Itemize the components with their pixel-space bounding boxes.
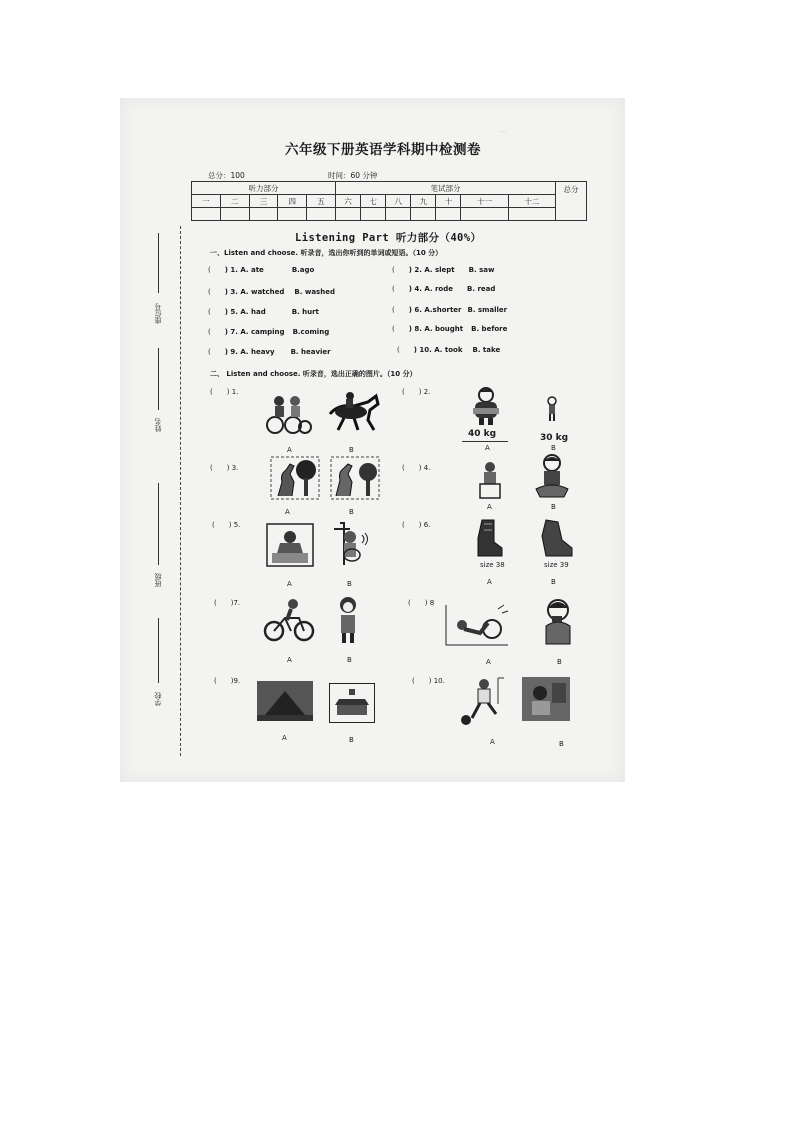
class-line bbox=[158, 483, 159, 565]
score-cell[interactable] bbox=[361, 208, 386, 221]
question-item bbox=[208, 328, 329, 336]
question-number: ) 8 bbox=[424, 599, 435, 607]
question-item bbox=[397, 346, 500, 354]
school-line bbox=[158, 618, 159, 683]
picture-question-4 bbox=[402, 464, 430, 472]
boot-size-38-picture bbox=[474, 518, 504, 558]
option-a: ) 5. A. had bbox=[224, 308, 266, 316]
option-a-label: A bbox=[285, 508, 290, 516]
boy-sitting-on-box-picture bbox=[476, 460, 504, 500]
question-item bbox=[208, 348, 331, 356]
picture-question-1 bbox=[210, 388, 238, 396]
score-cell[interactable] bbox=[220, 208, 249, 221]
option-a-label: A bbox=[287, 446, 292, 454]
score-col: 一 bbox=[192, 195, 221, 208]
option-b: B.coming bbox=[292, 328, 330, 336]
score-cell[interactable] bbox=[249, 208, 278, 221]
score-col: 四 bbox=[278, 195, 307, 208]
boy-eating-picture bbox=[540, 598, 576, 646]
answer-paren[interactable]: ( bbox=[397, 346, 400, 354]
option-b-label: B bbox=[347, 580, 352, 588]
listening-part-title: Listening Part 听力部分（40%） bbox=[295, 232, 482, 244]
falling-off-bike-picture bbox=[444, 603, 510, 647]
total-header: 总分 bbox=[556, 182, 587, 221]
answer-paren[interactable]: ( bbox=[412, 677, 415, 685]
option-a: ) 4. A. rode bbox=[408, 285, 454, 293]
score-col: 三 bbox=[249, 195, 278, 208]
girl-eating-picture bbox=[333, 595, 363, 645]
question-number: )9. bbox=[230, 677, 241, 685]
score-col: 十 bbox=[436, 195, 461, 208]
heavy-boy-picture bbox=[470, 386, 502, 426]
option-b-label: B bbox=[551, 578, 556, 586]
seat-number-label: 座位号 bbox=[154, 303, 162, 324]
camping-tent-picture bbox=[257, 681, 313, 721]
underline bbox=[462, 441, 508, 442]
picture-question-7 bbox=[214, 599, 240, 607]
score-cell[interactable] bbox=[461, 208, 508, 221]
question-item bbox=[392, 325, 507, 333]
total-score-label: 总分：100 bbox=[208, 171, 245, 180]
name-label: 姓名 bbox=[154, 418, 162, 432]
option-b: B. saw bbox=[468, 266, 495, 274]
listening-header: 听力部分 bbox=[192, 182, 336, 195]
option-b: B. smaller bbox=[467, 306, 508, 314]
question-item bbox=[208, 308, 319, 316]
option-b-label: B bbox=[559, 740, 564, 748]
class-label: 班级 bbox=[154, 573, 162, 587]
question-number: ) 1. bbox=[226, 388, 239, 396]
answer-paren[interactable]: ( bbox=[212, 521, 215, 529]
score-cell[interactable] bbox=[436, 208, 461, 221]
answer-paren[interactable]: ( bbox=[392, 306, 395, 314]
answer-paren[interactable]: ( bbox=[210, 388, 213, 396]
answer-paren[interactable]: ( bbox=[402, 521, 405, 529]
picture-question-5 bbox=[212, 521, 240, 529]
picture-question-6 bbox=[402, 521, 430, 529]
score-cell[interactable] bbox=[278, 208, 307, 221]
picture-question-3 bbox=[210, 464, 238, 472]
score-col: 二 bbox=[220, 195, 249, 208]
question-item bbox=[208, 266, 314, 274]
score-table bbox=[191, 181, 587, 221]
score-col: 五 bbox=[307, 195, 336, 208]
score-cell[interactable] bbox=[192, 208, 221, 221]
written-header: 笔试部分 bbox=[336, 182, 556, 195]
score-col: 八 bbox=[386, 195, 411, 208]
option-a-label: A bbox=[486, 658, 491, 666]
dinosaur-with-tree-picture bbox=[330, 456, 380, 500]
name-line bbox=[158, 348, 159, 410]
answer-paren[interactable]: ( bbox=[208, 328, 211, 336]
option-b: B. heavier bbox=[290, 348, 331, 356]
boy-playing-picture bbox=[532, 453, 572, 499]
bleed-through-text: … bbox=[500, 126, 507, 134]
option-a-label: A bbox=[487, 578, 492, 586]
option-a-label: A bbox=[490, 738, 495, 746]
binding-dashed-line bbox=[180, 226, 181, 756]
riding-horse-picture bbox=[324, 390, 382, 434]
question-item bbox=[392, 266, 494, 274]
shoe-size-39-picture bbox=[540, 518, 574, 558]
score-cell[interactable] bbox=[508, 208, 555, 221]
option-a: ) 7. A. camping bbox=[224, 328, 285, 336]
kids-riding-bikes-picture bbox=[265, 393, 315, 435]
picture-question-8 bbox=[408, 599, 434, 607]
question-number: ) 2. bbox=[418, 388, 431, 396]
option-b: B. hurt bbox=[291, 308, 319, 316]
answer-paren[interactable]: ( bbox=[214, 677, 217, 685]
option-a: ) 1. A. ate bbox=[224, 266, 264, 274]
weight-label-b: 30 kg bbox=[540, 433, 569, 443]
question-number: ) 6. bbox=[418, 521, 431, 529]
school-label: 学校 bbox=[154, 692, 162, 706]
tiananmen-picture bbox=[329, 683, 375, 723]
answer-paren[interactable]: ( bbox=[208, 266, 211, 274]
option-a-label: A bbox=[282, 734, 287, 742]
riding-bicycle-picture bbox=[263, 598, 315, 642]
section2-heading: 二、 Listen and choose. 听录音，选出正确的图片。（10 分） bbox=[210, 370, 417, 378]
option-a-label: A bbox=[287, 656, 292, 664]
section1-heading: 一、Listen and choose. 听录音，选出你听到的单词或短语。（10 分） bbox=[210, 249, 443, 257]
thin-boy-picture bbox=[545, 396, 559, 422]
option-b-label: B bbox=[551, 503, 556, 511]
answer-paren[interactable]: ( bbox=[208, 308, 211, 316]
weight-label-a: 40 kg bbox=[468, 429, 497, 439]
size-label-a: size 38 bbox=[480, 561, 505, 569]
option-b-label: B bbox=[551, 444, 556, 452]
answer-paren[interactable]: ( bbox=[392, 266, 395, 274]
option-a-label: A bbox=[287, 580, 292, 588]
option-b-label: B bbox=[349, 736, 354, 744]
time-label: 时间：60 分钟 bbox=[328, 171, 378, 180]
question-item bbox=[208, 288, 335, 296]
option-a: ) 2. A. slept bbox=[408, 266, 455, 274]
score-cell[interactable] bbox=[336, 208, 361, 221]
option-a: ) 6. A.shorter bbox=[408, 306, 462, 314]
option-b-label: B bbox=[347, 656, 352, 664]
score-col: 七 bbox=[361, 195, 386, 208]
option-b-label: B bbox=[349, 508, 354, 516]
question-number: ) 4. bbox=[418, 464, 431, 472]
score-col: 九 bbox=[411, 195, 436, 208]
answer-paren[interactable]: ( bbox=[402, 464, 405, 472]
score-col: 六 bbox=[336, 195, 361, 208]
option-a: ) 9. A. heavy bbox=[224, 348, 275, 356]
option-a-label: A bbox=[485, 444, 490, 452]
size-label-b: size 39 bbox=[544, 561, 569, 569]
option-b: B. washed bbox=[294, 288, 335, 296]
seat-number-line bbox=[158, 233, 159, 293]
answer-paren[interactable]: ( bbox=[392, 285, 395, 293]
question-number: ) 5. bbox=[228, 521, 241, 529]
option-b-label: B bbox=[557, 658, 562, 666]
scanned-exam-page bbox=[120, 98, 625, 782]
option-b: B.ago bbox=[291, 266, 315, 274]
option-b: B. take bbox=[472, 346, 501, 354]
question-number: ) 3. bbox=[226, 464, 239, 472]
score-col: 十二 bbox=[508, 195, 555, 208]
playing-guitar-picture bbox=[328, 521, 370, 569]
answer-paren[interactable]: ( bbox=[408, 599, 411, 607]
answer-paren[interactable]: ( bbox=[208, 348, 211, 356]
answer-paren[interactable]: ( bbox=[402, 388, 405, 396]
picture-question-9 bbox=[214, 677, 240, 685]
reading-at-home-picture bbox=[522, 677, 570, 721]
score-cell[interactable] bbox=[307, 208, 336, 221]
playing-football-picture bbox=[458, 676, 506, 726]
exam-title: 六年级下册英语学科期中检测卷 bbox=[285, 142, 481, 158]
option-a: ) 3. A. watched bbox=[224, 288, 285, 296]
answer-paren[interactable]: ( bbox=[210, 464, 213, 472]
question-item bbox=[392, 306, 507, 314]
picture-question-2 bbox=[402, 388, 430, 396]
option-a: ) 8. A. bought bbox=[408, 325, 464, 333]
score-cell[interactable] bbox=[411, 208, 436, 221]
question-number: )7. bbox=[230, 599, 241, 607]
washing-clothes-picture bbox=[266, 523, 314, 567]
question-item bbox=[392, 285, 495, 293]
score-cell[interactable] bbox=[386, 208, 411, 221]
answer-paren[interactable]: ( bbox=[392, 325, 395, 333]
answer-paren[interactable]: ( bbox=[214, 599, 217, 607]
option-b-label: B bbox=[349, 446, 354, 454]
dinosaur-smaller-than-tree-picture bbox=[270, 456, 320, 500]
score-col: 十一 bbox=[461, 195, 508, 208]
option-a: ) 10. A. took bbox=[413, 346, 463, 354]
answer-paren[interactable]: ( bbox=[208, 288, 211, 296]
option-b: B. read bbox=[467, 285, 496, 293]
option-a-label: A bbox=[487, 503, 492, 511]
picture-question-10 bbox=[412, 677, 445, 685]
question-number: ) 10. bbox=[428, 677, 445, 685]
option-b: B. before bbox=[471, 325, 508, 333]
